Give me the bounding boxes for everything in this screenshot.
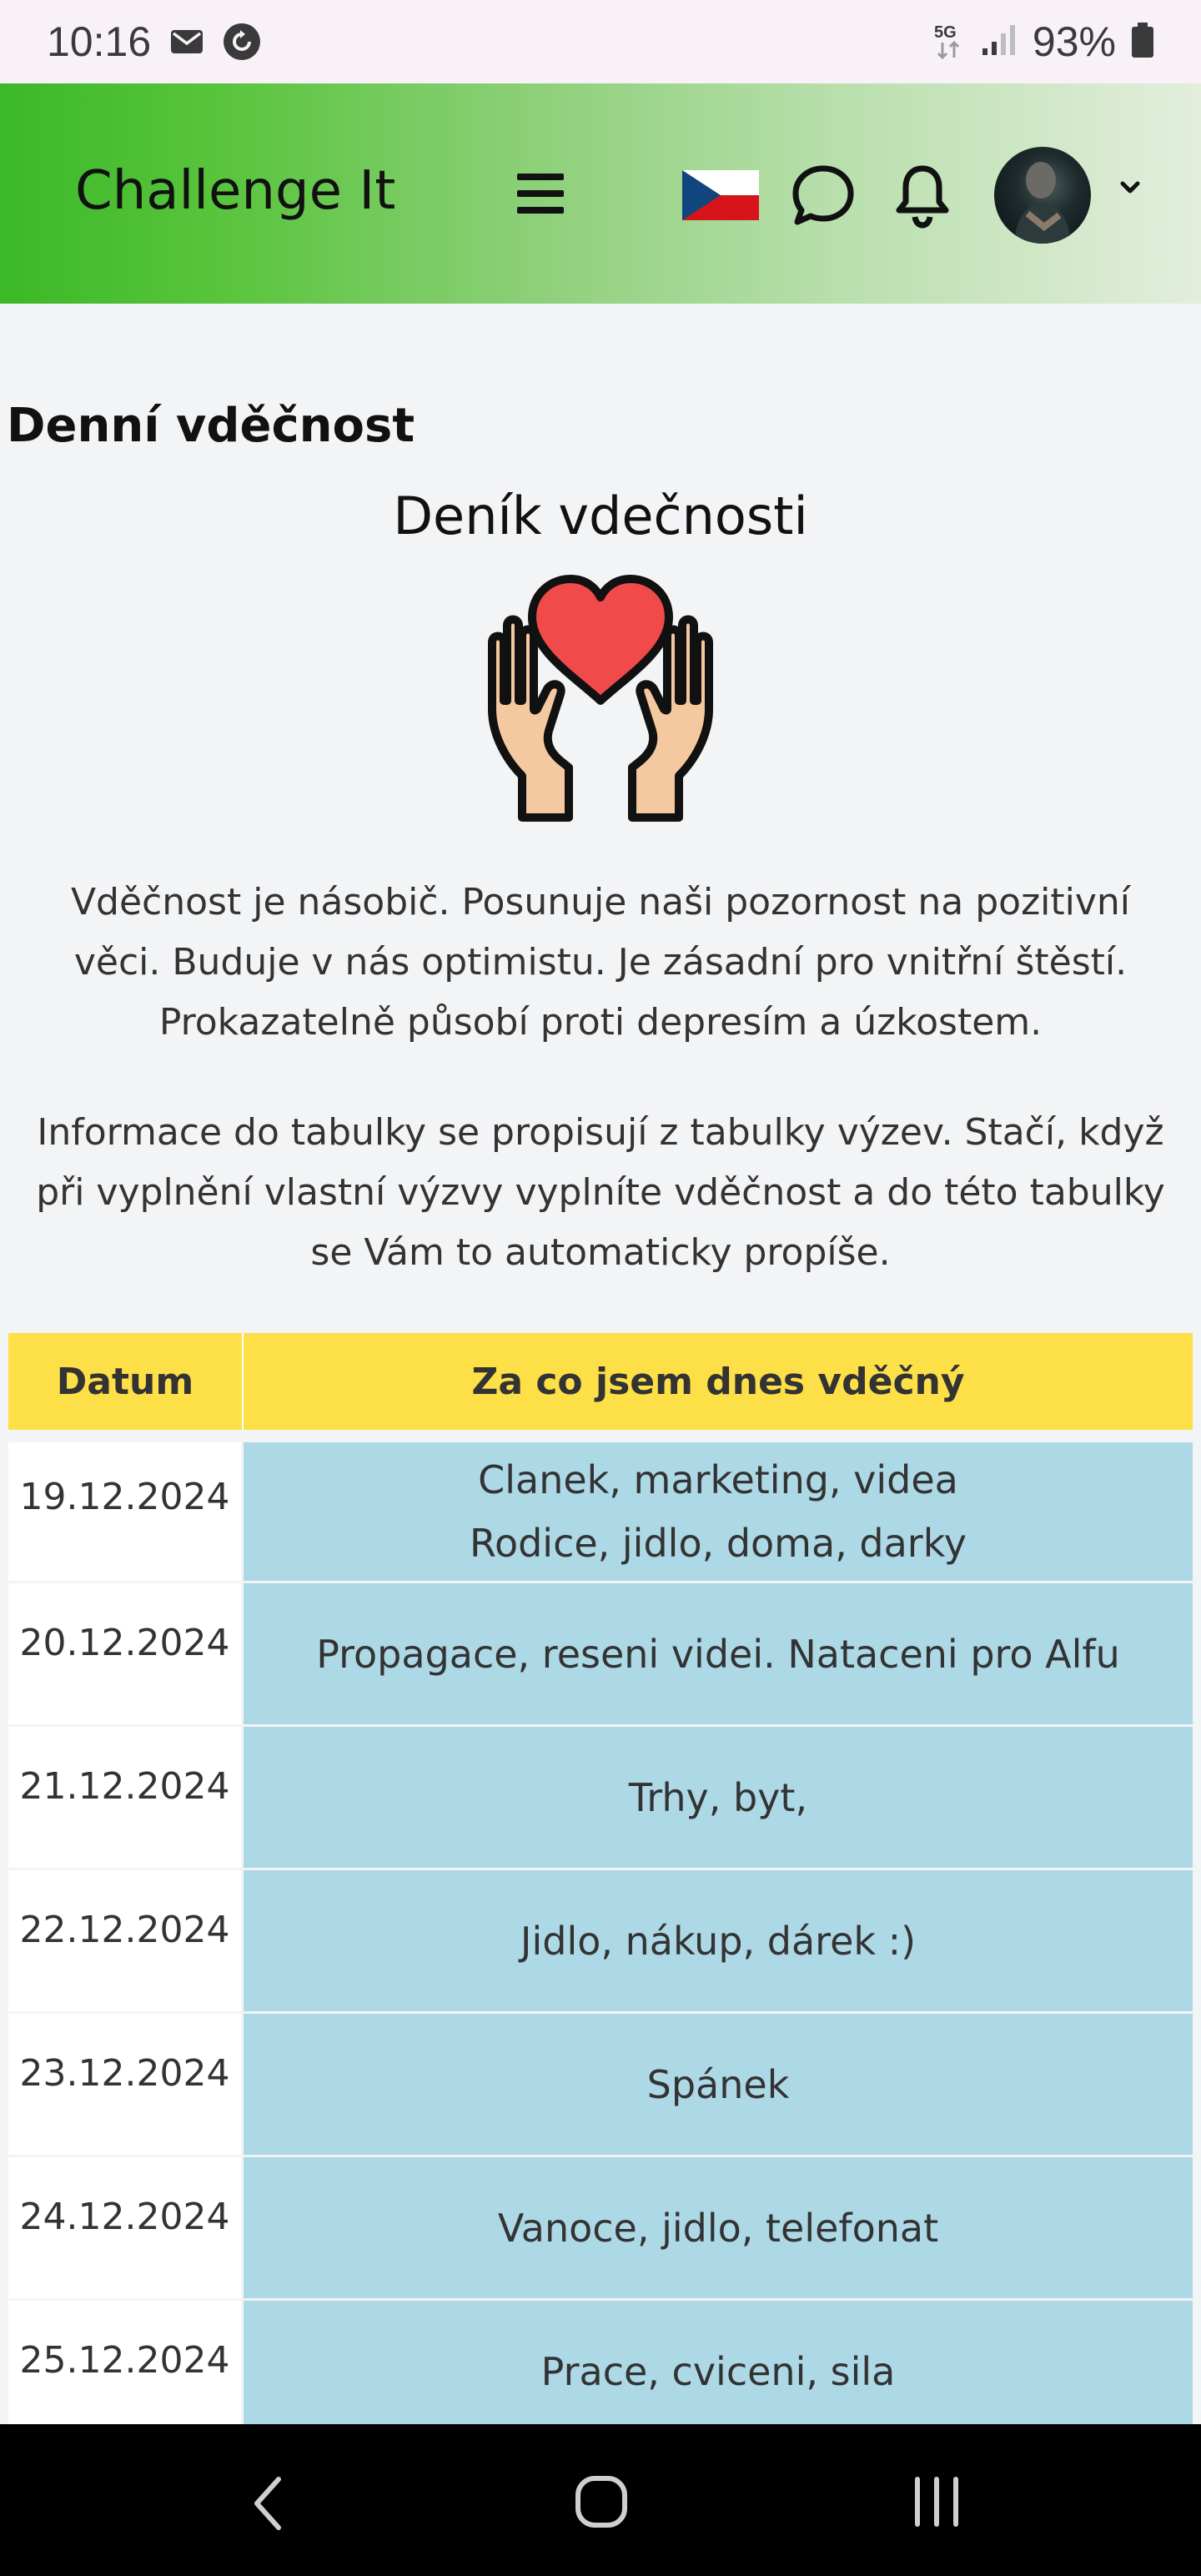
bell-icon[interactable] [894,164,951,229]
cell-gratitude [244,1727,1193,1868]
svg-text:5G: 5G [933,23,957,42]
info-paragraph: Informace do tabulky se propisují z tabulky výzev. Stačí, když při vyplnění vlastní výzvy vyplníte vděčnost a do této tabulky se Vám to automaticky propíše. [36,1111,1165,1274]
avatar[interactable] [994,147,1091,244]
home-icon[interactable] [574,2474,629,2529]
column-header-date: Datum [8,1333,244,1430]
heart-hands-illustration [467,567,734,826]
journal-title: Deník vdečnosti [393,486,808,546]
cell-gratitude [244,1583,1193,1724]
cell-date: 22.12.2024 [8,1870,244,2011]
cell-gratitude [244,2301,1193,2442]
cell-gratitude-line: Prace, cviceni, sila [540,2348,896,2394]
network-5g-icon [932,21,966,63]
battery-percent: 93% [1032,18,1116,65]
mail-icon [168,23,206,61]
table-row [8,2157,1193,2301]
chevron-down-icon[interactable] [1116,174,1144,202]
cell-gratitude [244,2014,1193,2155]
sync-icon [223,23,261,61]
brand-logo[interactable]: Challenge It [75,160,396,222]
table-row [8,2014,1193,2157]
cell-gratitude-line: Rodice, jidlo, doma, darky [470,1521,967,1566]
cell-gratitude-line: Spánek [646,2061,790,2107]
cell-gratitude-line: Trhy, byt, [628,1774,808,1820]
table-row [8,2301,1193,2444]
cell-gratitude-line: Jidlo, nákup, dárek :) [520,1918,917,1964]
table-row [8,1727,1193,1870]
battery-icon [1131,23,1154,61]
table-row [8,1440,1193,1583]
czech-flag-icon[interactable] [682,170,759,220]
app-header [0,83,1201,304]
status-bar [0,0,1201,83]
cell-gratitude-line: Vanoce, jidlo, telefonat [497,2205,939,2251]
recent-apps-icon[interactable] [911,2474,962,2529]
gratitude-table [8,1333,1193,2444]
cell-date: 24.12.2024 [8,2157,244,2298]
cell-date: 23.12.2024 [8,2014,244,2155]
table-header [8,1333,1193,1430]
table-row [8,1870,1193,2014]
cell-gratitude [244,1870,1193,2011]
menu-icon[interactable] [517,174,564,214]
intro-paragraph: Vděčnost je násobič. Posunuje naši pozornost na pozitivní věci. Buduje v nás optimistu. Je zásadní pro vnitřní štěstí. Prokazatelně působí proti depresím a úzkostem. [70,881,1131,1044]
cell-gratitude [244,2157,1193,2298]
column-header-gratitude: Za co jsem dnes vděčný [471,1360,965,1403]
page-heading: Denní vděčnost [7,399,415,453]
system-nav-bar [0,2424,1201,2576]
table-body [8,1440,1193,2444]
cell-gratitude-line: Clanek, marketing, videa [478,1457,958,1502]
table-row [8,1583,1193,1727]
cell-date: 19.12.2024 [8,1442,244,1581]
cell-date: 20.12.2024 [8,1583,244,1724]
cell-gratitude-line: Propagace, reseni videi. Nataceni pro Alfu [316,1631,1120,1677]
signal-icon [981,23,1018,60]
back-icon[interactable] [247,2474,289,2533]
chat-icon[interactable] [791,164,856,229]
cell-gratitude [244,1442,1193,1581]
cell-date: 21.12.2024 [8,1727,244,1868]
cell-date: 25.12.2024 [8,2301,244,2442]
status-time: 10:16 [47,18,152,65]
